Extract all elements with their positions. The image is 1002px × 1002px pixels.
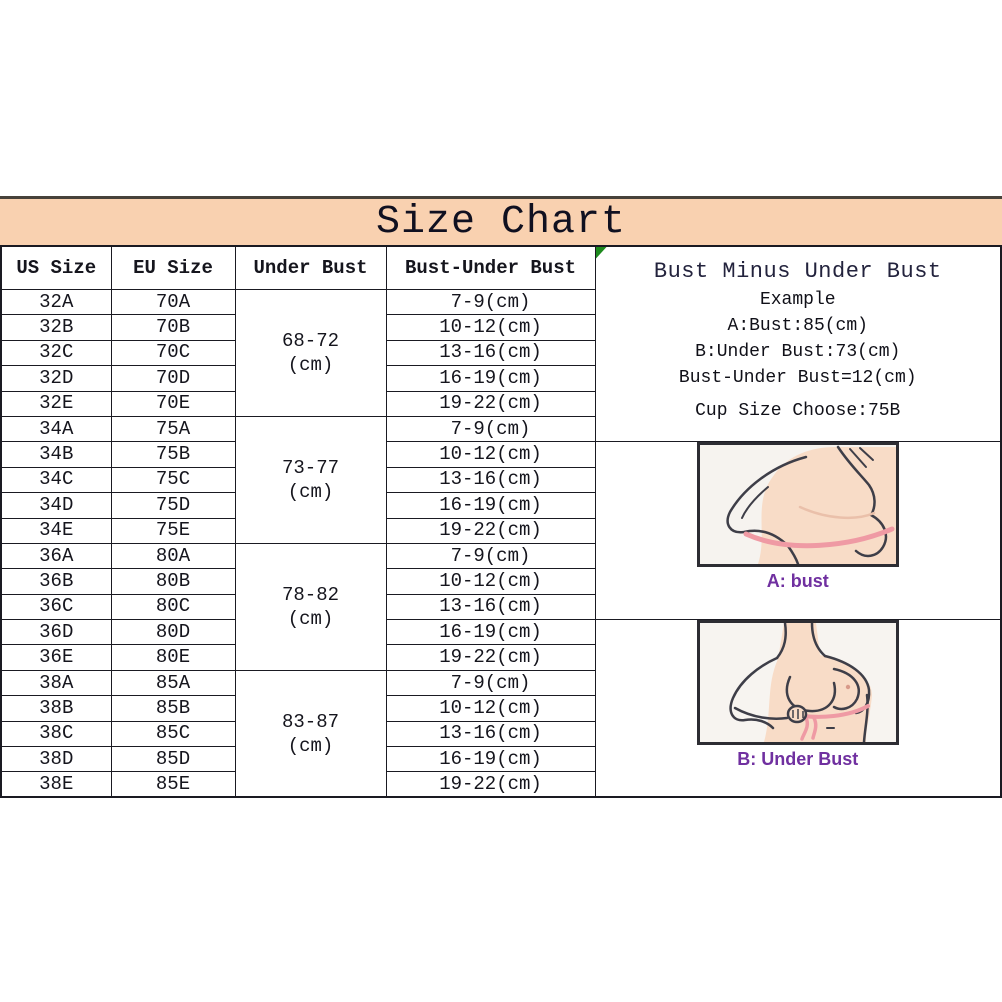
eu-size-cell: 70B bbox=[111, 315, 235, 340]
size-table bbox=[0, 245, 1002, 798]
under-bust-group-cell bbox=[235, 670, 386, 797]
title-band bbox=[0, 196, 1002, 245]
eu-size-cell: 70D bbox=[111, 366, 235, 391]
us-size-cell: 32D bbox=[1, 366, 111, 391]
figure-b-label: B: Under Bust bbox=[737, 749, 859, 770]
eu-size-cell: 85B bbox=[111, 696, 235, 721]
us-size-cell: 32A bbox=[1, 290, 111, 315]
under-bust-measure-illustration bbox=[700, 623, 896, 742]
bust-diff-cell: 16-19(cm) bbox=[386, 493, 595, 518]
bust-diff-cell: 7-9(cm) bbox=[386, 543, 595, 568]
panel-example-cell bbox=[595, 246, 1001, 442]
bust-diff-cell: 19-22(cm) bbox=[386, 772, 595, 797]
us-size-cell: 36B bbox=[1, 569, 111, 594]
eu-size-cell: 70E bbox=[111, 391, 235, 416]
under-bust-range: 73-77 bbox=[281, 456, 339, 479]
header-row bbox=[1, 246, 1001, 290]
col-header-us-size: US Size bbox=[1, 246, 111, 290]
col-header-bust-diff: Bust-Under Bust bbox=[386, 246, 595, 290]
under-bust-range: 83-87 bbox=[281, 710, 339, 733]
eu-size-cell: 75C bbox=[111, 467, 235, 492]
under-bust-unit: (cm) bbox=[287, 734, 334, 757]
size-row bbox=[1, 442, 1001, 467]
col-header-eu-size: EU Size bbox=[111, 246, 235, 290]
bust-diff-cell: 10-12(cm) bbox=[386, 442, 595, 467]
bust-diff-cell: 16-19(cm) bbox=[386, 747, 595, 772]
us-size-cell: 36A bbox=[1, 543, 111, 568]
us-size-cell: 32C bbox=[1, 340, 111, 365]
eu-size-cell: 85E bbox=[111, 772, 235, 797]
us-size-cell: 36C bbox=[1, 594, 111, 619]
panel-line-under-bust: B:Under Bust:73(cm) bbox=[695, 342, 901, 362]
us-size-cell: 34E bbox=[1, 518, 111, 543]
us-size-cell: 34B bbox=[1, 442, 111, 467]
size-table-container bbox=[0, 245, 1002, 798]
bust-diff-cell: 16-19(cm) bbox=[386, 366, 595, 391]
eu-size-cell: 75A bbox=[111, 416, 235, 441]
eu-size-cell: 80A bbox=[111, 543, 235, 568]
us-size-cell: 34D bbox=[1, 493, 111, 518]
eu-size-cell: 80E bbox=[111, 645, 235, 670]
bust-diff-cell: 13-16(cm) bbox=[386, 721, 595, 746]
us-size-cell: 38A bbox=[1, 670, 111, 695]
panel-title: Bust Minus Under Bust bbox=[653, 259, 942, 284]
panel-figure-b-cell bbox=[595, 620, 1001, 798]
under-bust-unit: (cm) bbox=[287, 480, 334, 503]
panel-example-label: Example bbox=[759, 290, 836, 310]
us-size-cell: 32B bbox=[1, 315, 111, 340]
bust-diff-cell: 19-22(cm) bbox=[386, 645, 595, 670]
bust-diff-cell: 13-16(cm) bbox=[386, 467, 595, 492]
panel-line-bust: A:Bust:85(cm) bbox=[727, 316, 868, 336]
eu-size-cell: 75B bbox=[111, 442, 235, 467]
eu-size-cell: 75E bbox=[111, 518, 235, 543]
bust-diff-cell: 19-22(cm) bbox=[386, 518, 595, 543]
bust-diff-cell: 10-12(cm) bbox=[386, 315, 595, 340]
figure-b-frame bbox=[697, 620, 899, 745]
panel-figure-a-cell bbox=[595, 442, 1001, 620]
eu-size-cell: 85D bbox=[111, 747, 235, 772]
eu-size-cell: 85C bbox=[111, 721, 235, 746]
panel-line-diff: Bust-Under Bust=12(cm) bbox=[678, 368, 917, 388]
bust-measure-illustration bbox=[700, 445, 896, 564]
bust-diff-cell: 19-22(cm) bbox=[386, 391, 595, 416]
bust-diff-cell: 7-9(cm) bbox=[386, 416, 595, 441]
eu-size-cell: 70C bbox=[111, 340, 235, 365]
bust-diff-cell: 13-16(cm) bbox=[386, 594, 595, 619]
us-size-cell: 38E bbox=[1, 772, 111, 797]
bust-diff-cell: 10-12(cm) bbox=[386, 569, 595, 594]
under-bust-range: 68-72 bbox=[281, 329, 339, 352]
under-bust-range: 78-82 bbox=[281, 583, 339, 606]
figure-a-frame bbox=[697, 442, 899, 567]
eu-size-cell: 80B bbox=[111, 569, 235, 594]
bust-diff-cell: 13-16(cm) bbox=[386, 340, 595, 365]
figure-a-label: A: bust bbox=[766, 571, 829, 592]
bust-diff-cell: 10-12(cm) bbox=[386, 696, 595, 721]
us-size-cell: 34A bbox=[1, 416, 111, 441]
under-bust-group-cell bbox=[235, 416, 386, 543]
eu-size-cell: 70A bbox=[111, 290, 235, 315]
us-size-cell: 38B bbox=[1, 696, 111, 721]
eu-size-cell: 80C bbox=[111, 594, 235, 619]
under-bust-unit: (cm) bbox=[287, 607, 334, 630]
bust-diff-cell: 7-9(cm) bbox=[386, 670, 595, 695]
bust-diff-cell: 16-19(cm) bbox=[386, 620, 595, 645]
under-bust-unit: (cm) bbox=[287, 353, 334, 376]
us-size-cell: 34C bbox=[1, 467, 111, 492]
us-size-cell: 38D bbox=[1, 747, 111, 772]
under-bust-group-cell bbox=[235, 290, 386, 417]
us-size-cell: 36D bbox=[1, 620, 111, 645]
bust-diff-cell: 7-9(cm) bbox=[386, 290, 595, 315]
eu-size-cell: 85A bbox=[111, 670, 235, 695]
size-row bbox=[1, 620, 1001, 645]
col-header-under-bust: Under Bust bbox=[235, 246, 386, 290]
panel-line-cup: Cup Size Choose:75B bbox=[695, 401, 901, 421]
us-size-cell: 36E bbox=[1, 645, 111, 670]
eu-size-cell: 75D bbox=[111, 493, 235, 518]
us-size-cell: 32E bbox=[1, 391, 111, 416]
eu-size-cell: 80D bbox=[111, 620, 235, 645]
us-size-cell: 38C bbox=[1, 721, 111, 746]
page-title: Size Chart bbox=[375, 199, 627, 245]
under-bust-group-cell bbox=[235, 543, 386, 670]
